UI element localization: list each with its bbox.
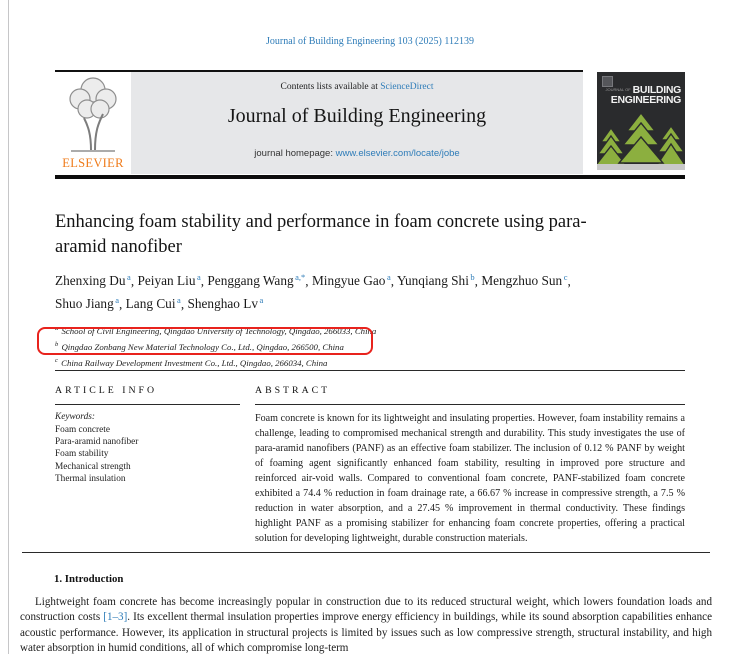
cover-title-line1: BUILDING xyxy=(632,84,681,96)
author-affiliation-link[interactable]: a xyxy=(259,294,264,305)
divider xyxy=(55,404,240,405)
cover-bottom-strip xyxy=(597,164,685,170)
keyword-list xyxy=(55,424,138,485)
author-affiliation-link[interactable]: a xyxy=(196,272,201,282)
cover-title-line2: ENGINEERING xyxy=(610,94,681,106)
author-affiliation-link[interactable]: a,* xyxy=(295,272,306,282)
journal-citation: Journal of Building Engineering 103 (2025) 112139 xyxy=(266,36,474,47)
author-list: Zhenxing Du $^a$, Peiyan Liu $^a$, Penggang Wang $^{a,*}$, Mingyue Gao $^a$, Yunqiang Shi $^b$, Mengzhuo Sun $^c$, Shuo Jiang $^a$, Lang Cui $^a$, Shenghao Lv $^a$ xyxy=(55,272,571,312)
intro-text-after: . Its excellent thermal insulation properties improve energy efficiency in buildings, while its sound absorption capabilities enhance acoustic performance. However, its application in structural projects is limited by issues such as low compressive strength, structural instability, and high water absorption in humid conditions, all of which compromise long-term xyxy=(20,611,712,654)
elsevier-wordmark: ELSEVIER xyxy=(62,156,124,170)
cover-title xyxy=(597,85,681,105)
author: Zhenxing Du $^a$ xyxy=(55,272,131,289)
author-affiliation-link[interactable]: a xyxy=(177,294,181,305)
divider xyxy=(22,552,710,553)
affiliation: $^b$ Qingdao Zonbang New Material Technology Co., Ltd., Qingdao, 266500, China xyxy=(55,340,344,352)
banner-bottom-bar xyxy=(55,175,685,179)
section-heading: 1. Introduction xyxy=(54,573,124,585)
keyword: Thermal insulation xyxy=(55,473,126,484)
author-affiliation-link[interactable]: a xyxy=(386,272,391,282)
author-affiliation-link[interactable]: c xyxy=(563,272,568,282)
homepage-line xyxy=(131,148,583,159)
abstract-heading: ABSTRACT xyxy=(255,385,331,396)
keyword: Foam stability xyxy=(55,449,109,460)
reference-link[interactable]: [1–3] xyxy=(103,611,128,624)
journal-banner xyxy=(55,70,685,179)
elsevier-logo xyxy=(55,72,131,174)
article-info-heading: ARTICLE INFO xyxy=(55,385,158,396)
keyword: Foam concrete xyxy=(55,425,110,435)
elsevier-tree-icon xyxy=(61,74,125,154)
page-edge xyxy=(8,0,9,654)
cover-trees-icon xyxy=(597,112,685,166)
sciencedirect-link[interactable]: ScienceDirect xyxy=(380,82,434,92)
author: Lang Cui $^a$ xyxy=(125,294,181,312)
keyword: Mechanical strength xyxy=(55,461,131,472)
author: Mengzhuo Sun $^c$ xyxy=(481,272,568,289)
divider xyxy=(55,370,685,371)
author: Peiyan Liu $^a$ xyxy=(137,272,201,289)
journal-title: Journal of Building Engineering xyxy=(227,105,487,127)
intro-paragraph xyxy=(20,595,712,654)
affiliation: $^c$ China Railway Development Investment Co., Ltd., Qingdao, 266034, China xyxy=(55,356,328,368)
author-affiliation-link[interactable]: b xyxy=(470,272,475,282)
journal-cover-thumbnail xyxy=(597,72,685,170)
keyword: Para-aramid nanofiber xyxy=(55,437,139,448)
author: Mingyue Gao $^a$ xyxy=(311,272,391,289)
homepage-link[interactable]: www.elsevier.com/locate/jobe xyxy=(335,148,460,159)
author-affiliation-link[interactable]: a xyxy=(127,272,131,282)
contents-line xyxy=(131,82,583,92)
affiliation-list xyxy=(55,322,655,370)
affiliation: $^a$ School of Civil Engineering, Qingdao University of Technology, Qingdao, 266033, China xyxy=(55,325,377,336)
author-affiliation-link[interactable]: a xyxy=(115,294,120,305)
author: Penggang Wang $^{a,*}$ xyxy=(207,272,306,289)
divider xyxy=(255,404,685,405)
author: Shenghao Lv $^a$ xyxy=(187,294,264,312)
contents-prefix: Contents lists available at xyxy=(280,82,381,92)
abstract-text: Foam concrete is known for its lightweight and insulating properties. However, foam instability remains a challenge, leading to compromised mechanical strength and durability. This study investigates the use of para-aramid nanofibers (PANF) as an effective foam stabilizer. The inclusion of 0.12 % PANF by weight of foaming agent significantly enhanced foam stability, resulting in improved pore structure and reinforced air-void walls. Compared to conventional foam concrete, PANF-stabilized foam concrete exhibited a 74.4 % reduction in foam drainage rate, a 66.67 % increase in compressive strength, a 7.5 % reduction in water absorption, and a 27.45 % improvement in thermal conductivity. These findings highlight PANF as a promising stabilizer for enhancing foam concrete properties, offering a practical solution for developing lightweight, durable construction materials. xyxy=(255,413,685,544)
banner-center xyxy=(131,72,583,174)
intro-text-before: Lightweight foam concrete has become increasingly popular in construction due to its reduced structural weight, which lowers foundation loads and construction costs xyxy=(20,596,712,624)
author: Shuo Jiang $^a$ xyxy=(55,294,120,312)
keywords-label: Keywords: xyxy=(55,412,95,422)
cover-journal-of-label: JOURNAL OF xyxy=(605,87,631,92)
homepage-prefix: journal homepage: xyxy=(254,148,336,159)
author: Yunqiang Shi $^b$ xyxy=(396,272,475,289)
article-title: Enhancing foam stability and performance in foam concrete using para-aramid nanofiber xyxy=(55,212,587,257)
